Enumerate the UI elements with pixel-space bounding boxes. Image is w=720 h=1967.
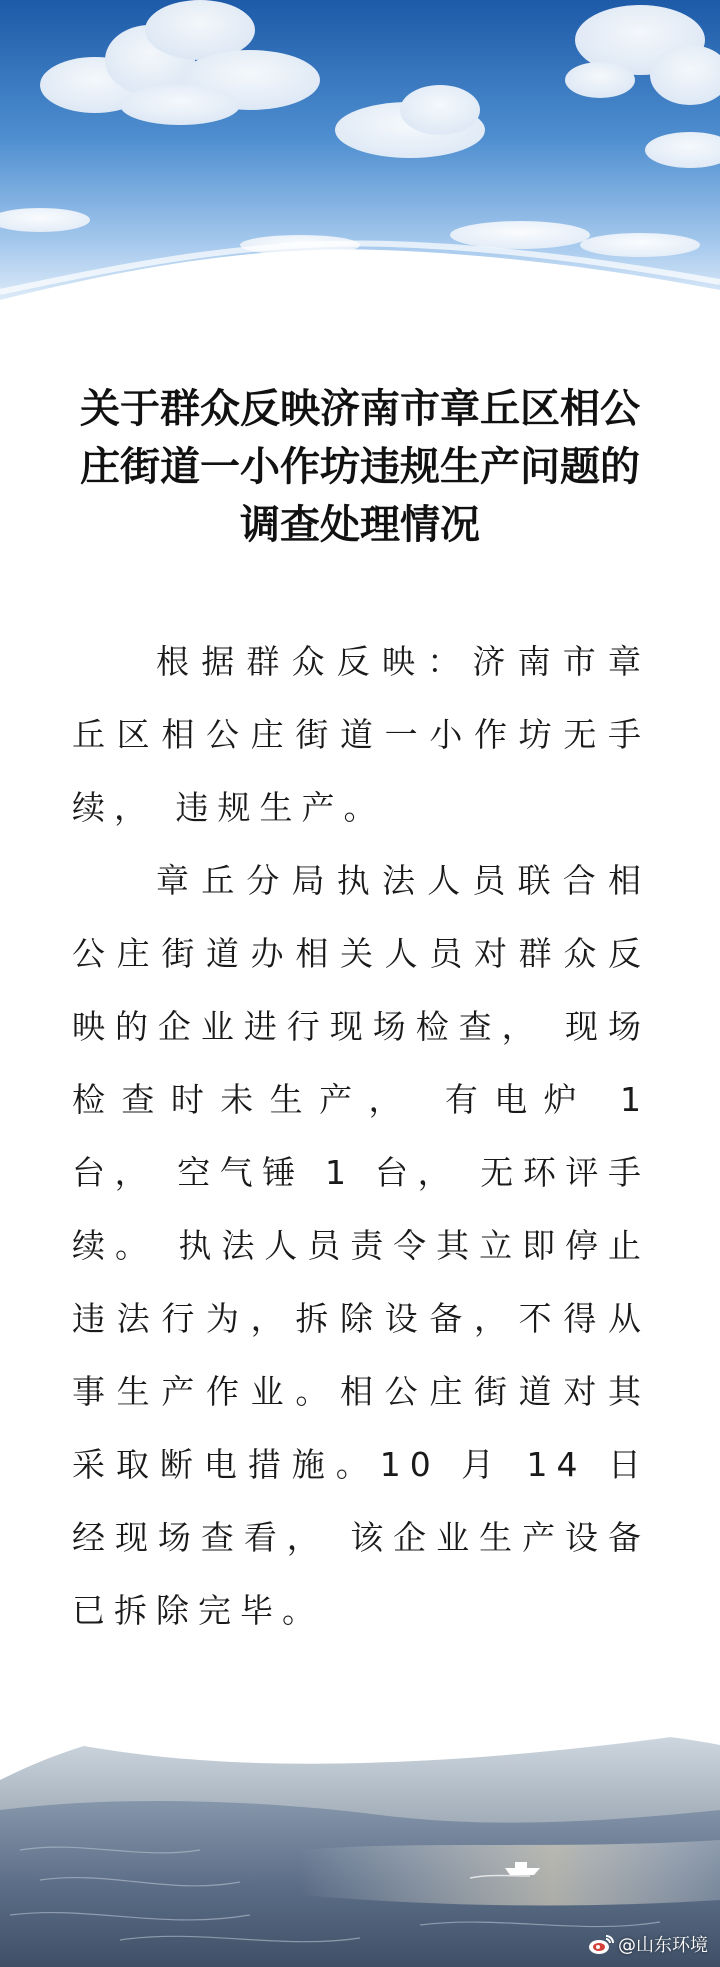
sky-banner-image [0,0,720,310]
watermark-text: @山东环境 [618,1935,708,1956]
document-body [72,625,650,1647]
title-line-3: 调查处理情况 [240,502,480,548]
body-paragraph-1: 根据群众反映：济南市章丘区相公庄街道一小作坊无手续， 违规生产。 [72,642,650,827]
page-title [0,380,720,554]
weibo-watermark [588,1931,708,1957]
title-line-2: 庄街道一小作坊违规生产问题的 [80,444,640,490]
weibo-icon [588,1933,614,1955]
body-paragraph-2: 章丘分局执法人员联合相公庄街道办相关人员对群众反映的企业进行现场检查， 现场检查时未生产， 有电炉 1 台， 空气锤 1 台， 无环评手续。 执法人员责令其立即停止违法行为，拆除设备，不得从事生产作业。相公庄街道对其采取断电措施。10 月 14 日经现场查看， 该企业生产设备已拆除完毕。 [72,861,650,1630]
title-line-1: 关于群众反映济南市章丘区相公 [80,386,640,432]
lake-footer-image [0,1700,720,1967]
